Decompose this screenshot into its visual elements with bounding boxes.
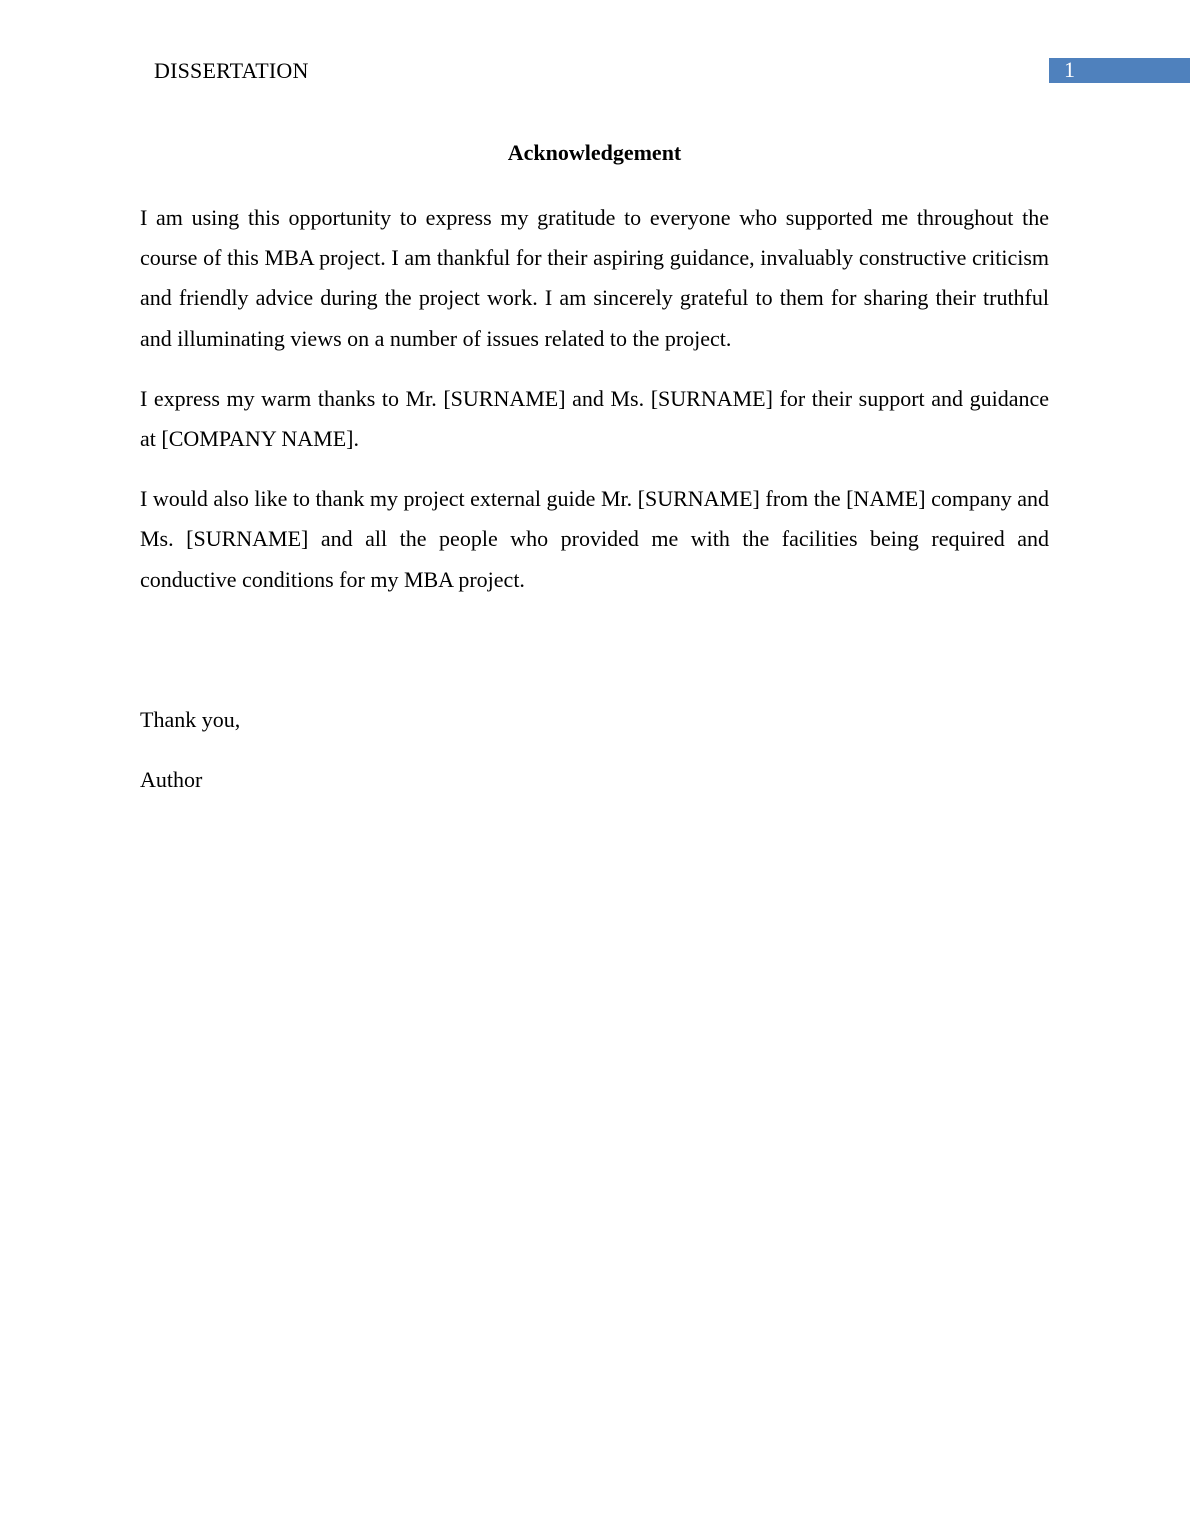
paragraph-gratitude: I am using this opportunity to express my gratitude to everyone who supported me throughout the course of this MBA project. I am thankful for their aspiring guidance, invaluably constructive criticism and friendly advice during the project work. I am sincerely grateful to them for sharing their truthful and illuminating views on a number of issues related to the project. [140, 205, 1049, 351]
section-heading: Acknowledgement [507, 140, 682, 165]
page-number: 1 [1064, 57, 1075, 82]
blank-space [140, 620, 1049, 700]
closing-line: Thank you, [140, 706, 241, 732]
document-body [140, 138, 1049, 820]
page-number-badge [1049, 58, 1190, 83]
signature-line: Author [140, 766, 203, 792]
running-header-title: DISSERTATION [154, 58, 309, 83]
paragraph-external-guide: I would also like to thank my project external guide Mr. [SURNAME] from the [NAME] company and Ms. [SURNAME] and all the people who provided me with the facilities being required and conductive conditions for my MBA project. [140, 486, 1049, 592]
paragraph-thanks: I express my warm thanks to Mr. [SURNAME] and Ms. [SURNAME] for their support and guidance at [COMPANY NAME]. [140, 385, 1049, 452]
